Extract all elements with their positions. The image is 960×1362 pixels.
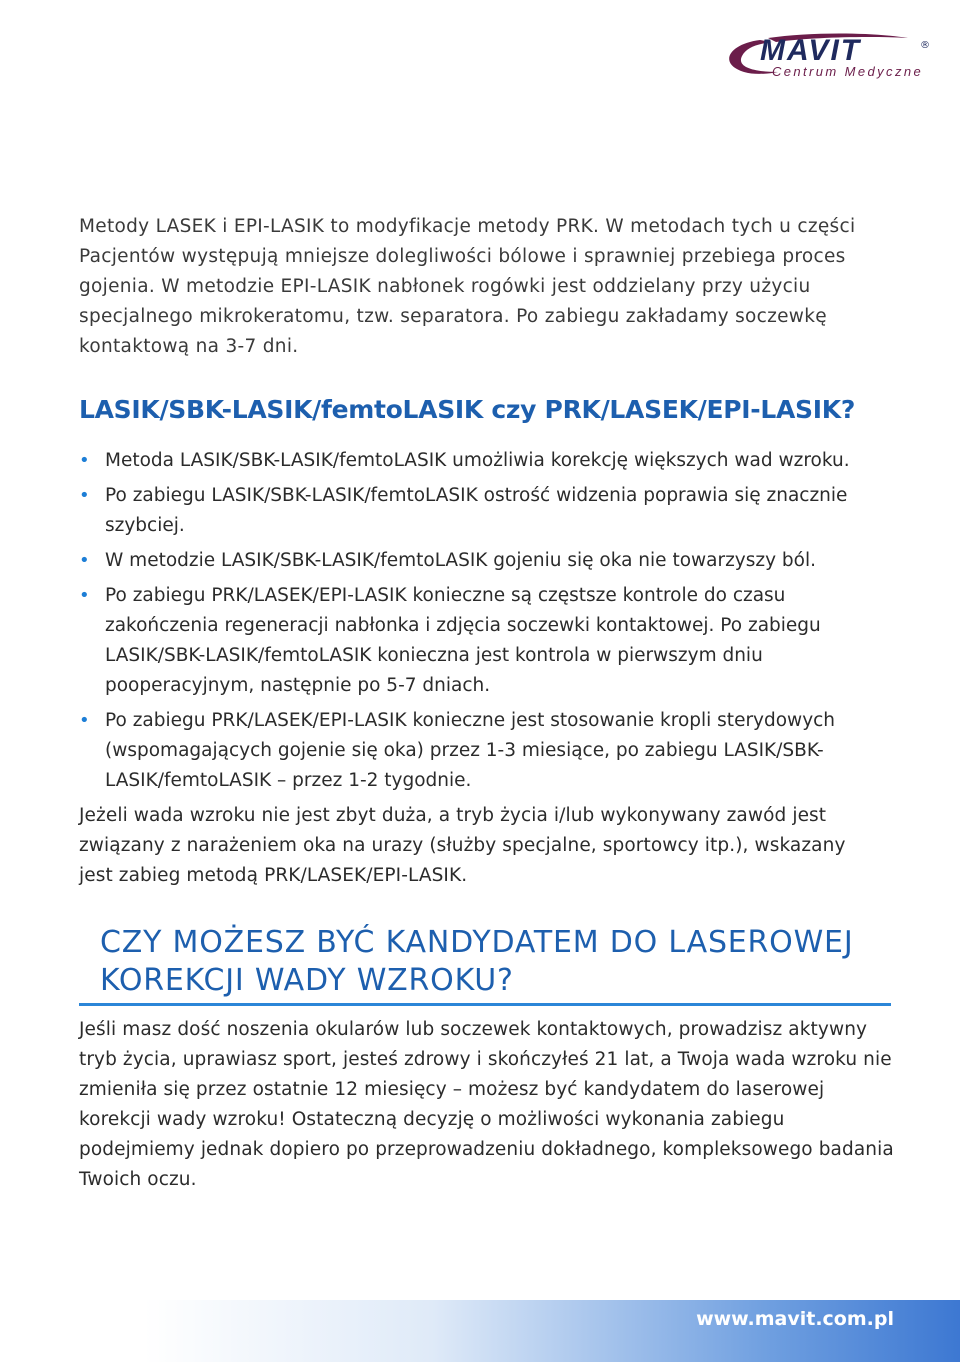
list-item <box>79 481 879 541</box>
bullet-icon: • <box>79 710 90 731</box>
footer-website-link[interactable]: www.mavit.com.pl <box>696 1308 894 1330</box>
list-item-text: Po zabiegu LASIK/SBK-LASIK/femtoLASIK ostrość widzenia poprawia się znacznie szybciej. <box>105 485 848 536</box>
intro-paragraph: Metody LASEK i EPI-LASIK to modyfikacje metody PRK. W metodach tych u części Pacjentów występują mniejsze dolegliwości bólowe i sprawniej przebiega proces gojenia. W metodzie EPI-LASIK nabłonek rogówki jest oddzielany przy użyciu specjalnego mikrokeratomu, tzw. separatora. Po zabiegu zakładamy soczewkę kontaktową na 3-7 dni. <box>79 216 856 357</box>
bullet-icon: • <box>79 485 90 506</box>
candidate-paragraph: Jeśli masz dość noszenia okularów lub soczewek kontaktowych, prowadzisz aktywny tryb życia, uprawiasz sport, jesteś zdrowy i skończyłeś 21 lat, a Twoja wada wzroku nie zmieniła się przez ostatnie 12 miesięcy – możesz być kandydatem do laserowej korekcji wady wzroku! Ostateczną decyzję o możliwości wykonania zabiegu podejmiemy jednak dopiero po przeprowadzeniu dokładnego, kompleksowego badania Twoich oczu. <box>79 1019 894 1190</box>
comparison-heading: LASIK/SBK-LASIK/femtoLASIK czy PRK/LASEK/EPI-LASIK? <box>79 395 856 424</box>
logo-registered-mark: ® <box>920 40 930 51</box>
candidate-heading <box>100 924 890 1000</box>
indication-paragraph: Jeżeli wada wzroku nie jest zbyt duża, a tryb życia i/lub wykonywany zawód jest związany z narażeniem oka na urazy (służby specjalne, sportowcy itp.), wskazany jest zabieg metodą PRK/LASEK/EPI-LASIK. <box>79 805 846 886</box>
logo-graphic <box>720 22 940 92</box>
candidate-heading-line2: KOREKCJI WADY WZROKU? <box>100 963 514 998</box>
list-item-text: Po zabiegu PRK/LASEK/EPI-LASIK konieczne jest stosowanie kropli sterydowych (wspomagających gojenie się oka) przez 1-3 miesiące, po zabiegu LASIK/SBK-LASIK/femtoLASIK – przez 1-2 tygodnie. <box>105 710 836 791</box>
list-item-text: Po zabiegu PRK/LASEK/EPI-LASIK konieczne są częstsze kontrole do czasu zakończenia regeneracji nabłonka i zdjęcia soczewki kontaktowej. Po zabiegu LASIK/SBK-LASIK/femtoLASIK konieczna jest kontrola w pierwszym dniu pooperacyjnym, następnie po 5-7 dniach. <box>105 585 821 696</box>
list-item-text: W metodzie LASIK/SBK-LASIK/femtoLASIK gojeniu się oka nie towarzyszy ból. <box>105 550 817 571</box>
list-item <box>79 446 879 476</box>
heading-divider <box>79 1003 891 1006</box>
list-item <box>79 546 879 576</box>
list-item <box>79 706 879 796</box>
bullet-icon: • <box>79 450 90 471</box>
list-item <box>79 581 879 701</box>
comparison-list <box>79 446 879 796</box>
logo-tagline: Centrum Medyczne <box>772 64 924 79</box>
bullet-icon: • <box>79 585 90 606</box>
bullet-icon: • <box>79 550 90 571</box>
mavit-logo <box>720 22 940 92</box>
logo-brand-text: MAVIT <box>760 34 862 67</box>
main-content <box>79 212 879 891</box>
candidate-heading-line1: CZY MOŻESZ BYĆ KANDYDATEM DO LASEROWEJ <box>100 925 854 960</box>
list-item-text: Metoda LASIK/SBK-LASIK/femtoLASIK umożliwia korekcję większych wad wzroku. <box>105 450 850 471</box>
